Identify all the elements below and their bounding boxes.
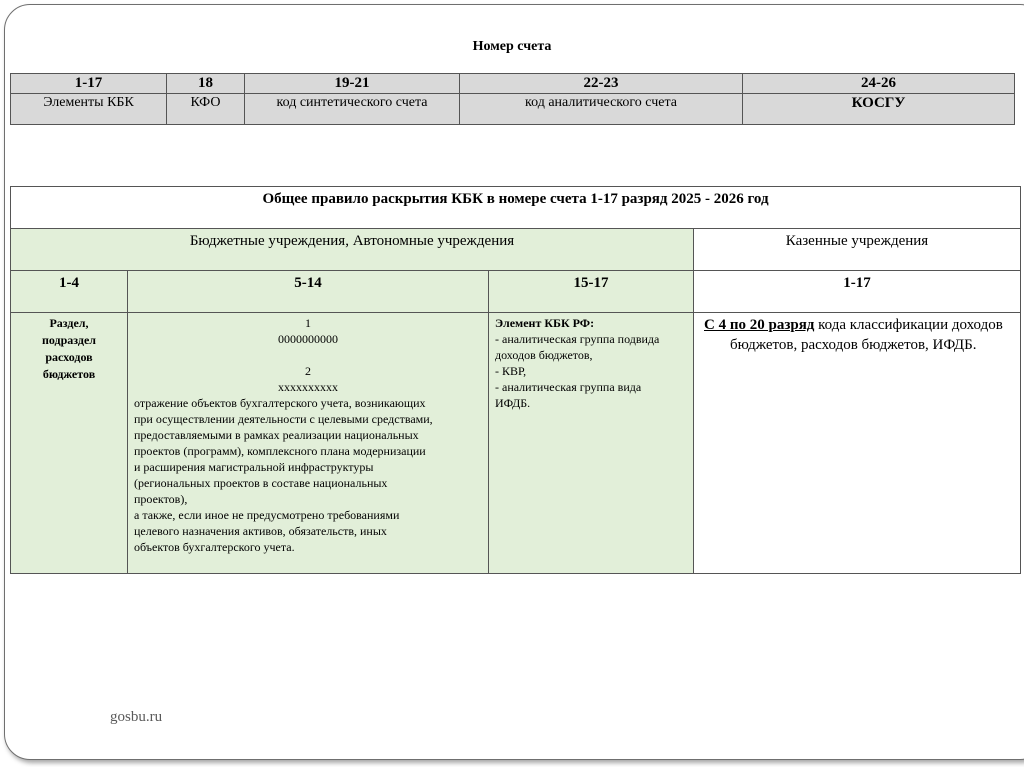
description-line: и расширения магистральной инфраструктуры xyxy=(134,460,374,474)
kbk-element-line: доходов бюджетов, xyxy=(495,348,593,362)
description-line: а также, если иное не предусмотрено требованиями xyxy=(134,508,400,522)
code1-value: 0000000000 xyxy=(278,332,338,346)
group-treasury: Казенные учреждения xyxy=(694,229,1021,271)
kbk-element-cell xyxy=(489,313,694,574)
digit-range-highlight: С 4 по 20 разряд xyxy=(704,317,815,333)
kbk-element-line: - КВР, xyxy=(495,364,527,378)
treasury-rule-cell xyxy=(694,313,1021,574)
treasury-rule-text: кода классификации доходов xyxy=(814,317,1003,333)
section-line: Раздел, xyxy=(49,316,89,330)
kbk-element-line: - аналитическая группа вида xyxy=(495,380,642,394)
description-line: проектов), xyxy=(134,492,188,506)
code2-value: xxxxxxxxxx xyxy=(278,380,338,394)
group-budget-autonomous: Бюджетные учреждения, Автономные учреждения xyxy=(11,229,694,271)
account-number-table xyxy=(10,73,1015,125)
codes-cell xyxy=(128,313,489,574)
code2-label: 2 xyxy=(305,364,311,378)
description-line: отражение объектов бухгалтерского учета, возникающих xyxy=(134,396,426,410)
range-cell: 1-17 xyxy=(11,74,167,94)
kbk-element-line: ИФДБ. xyxy=(495,396,531,410)
description-line: объектов бухгалтерского учета. xyxy=(134,540,295,554)
description-line: целевого назначения активов, обязательств, иных xyxy=(134,524,387,538)
table-title: Общее правило раскрытия КБК в номере счета 1-17 разряд 2025 - 2026 год xyxy=(11,187,1021,229)
description-line: при осуществлении деятельности с целевыми средствами, xyxy=(134,412,433,426)
label-cell: код аналитического счета xyxy=(460,94,743,125)
footer-source: gosbu.ru xyxy=(110,709,163,725)
description-line: (региональных проектов в составе национальных xyxy=(134,476,388,490)
range-cell: 18 xyxy=(167,74,245,94)
section-line: расходов xyxy=(45,350,93,364)
kbk-element-line: - аналитическая группа подвида xyxy=(495,332,660,346)
section-cell xyxy=(11,313,128,574)
description-line: проектов (программ), комплексного плана модернизации xyxy=(134,444,426,458)
label-cell: Элементы КБК xyxy=(11,94,167,125)
range-cell: 22-23 xyxy=(460,74,743,94)
digits-cell: 5-14 xyxy=(128,271,489,313)
code1-label: 1 xyxy=(305,316,311,330)
digits-cell: 1-17 xyxy=(694,271,1021,313)
digits-cell: 1-4 xyxy=(11,271,128,313)
range-row xyxy=(11,74,1015,94)
section-line: бюджетов xyxy=(42,367,96,381)
range-cell: 19-21 xyxy=(245,74,460,94)
range-cell: 24-26 xyxy=(743,74,1015,94)
kbk-rules-table xyxy=(10,186,1021,574)
page-title: Номер счета xyxy=(472,39,552,54)
digits-cell: 15-17 xyxy=(489,271,694,313)
label-cell: код синтетического счета xyxy=(245,94,460,125)
label-cell: КОСГУ xyxy=(743,94,1015,125)
treasury-rule-text: бюджетов, расходов бюджетов, ИФДБ. xyxy=(730,337,977,353)
label-cell: КФО xyxy=(167,94,245,125)
label-row xyxy=(11,94,1015,125)
description-line: предоставляемыми в рамках реализации национальных xyxy=(134,428,419,442)
section-line: подраздел xyxy=(41,333,97,347)
kbk-element-heading: Элемент КБК РФ: xyxy=(495,316,595,330)
